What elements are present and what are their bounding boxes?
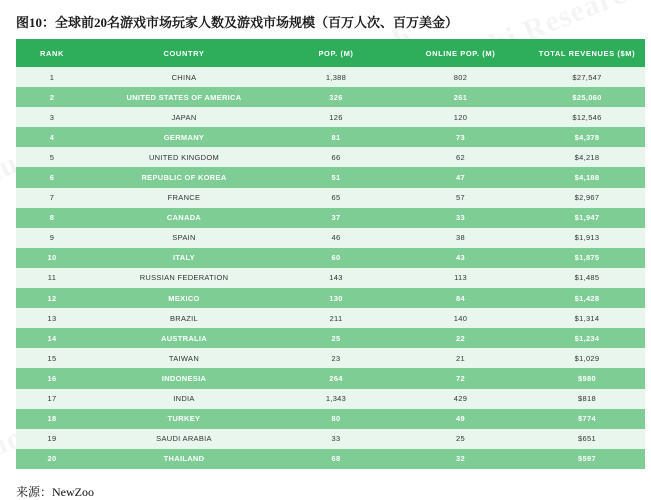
cell-pop: 81 (280, 127, 392, 147)
cell-online-pop: 73 (392, 127, 529, 147)
cell-rank: 10 (16, 248, 88, 268)
cell-pop: 1,343 (280, 389, 392, 409)
cell-revenue: $1,314 (529, 308, 645, 328)
cell-online-pop: 429 (392, 389, 529, 409)
cell-country: AUSTRALIA (88, 328, 280, 348)
cell-revenue: $25,060 (529, 87, 645, 107)
cell-rank: 18 (16, 409, 88, 429)
cell-rank: 16 (16, 368, 88, 388)
table-body (16, 67, 645, 469)
cell-online-pop: 57 (392, 188, 529, 208)
table-row (16, 67, 645, 87)
figure-label: 图10： (16, 15, 56, 30)
cell-country: CHINA (88, 67, 280, 87)
cell-country: UNITED STATES OF AMERICA (88, 87, 280, 107)
cell-online-pop: 49 (392, 409, 529, 429)
table-row (16, 328, 645, 348)
cell-pop: 65 (280, 188, 392, 208)
cell-country: ITALY (88, 248, 280, 268)
gaming-market-table (16, 39, 645, 469)
cell-revenue: $4,188 (529, 167, 645, 187)
cell-rank: 14 (16, 328, 88, 348)
cell-country: GERMANY (88, 127, 280, 147)
cell-country: FRANCE (88, 188, 280, 208)
table-row (16, 449, 645, 469)
cell-revenue: $651 (529, 429, 645, 449)
cell-revenue: $818 (529, 389, 645, 409)
cell-rank: 12 (16, 288, 88, 308)
cell-revenue: $597 (529, 449, 645, 469)
cell-revenue: $27,547 (529, 67, 645, 87)
cell-country: CANADA (88, 208, 280, 228)
cell-pop: 46 (280, 228, 392, 248)
cell-rank: 9 (16, 228, 88, 248)
cell-pop: 326 (280, 87, 392, 107)
cell-online-pop: 72 (392, 368, 529, 388)
table-row (16, 248, 645, 268)
table-row (16, 107, 645, 127)
table-row (16, 87, 645, 107)
cell-online-pop: 120 (392, 107, 529, 127)
cell-rank: 11 (16, 268, 88, 288)
cell-rank: 13 (16, 308, 88, 328)
cell-online-pop: 113 (392, 268, 529, 288)
table-row (16, 348, 645, 368)
cell-pop: 264 (280, 368, 392, 388)
column-header-total-revenues: TOTAL REVENUES ($M) (529, 39, 645, 67)
cell-rank: 5 (16, 147, 88, 167)
cell-country: INDONESIA (88, 368, 280, 388)
table-row (16, 188, 645, 208)
cell-online-pop: 22 (392, 328, 529, 348)
cell-pop: 60 (280, 248, 392, 268)
cell-pop: 130 (280, 288, 392, 308)
cell-rank: 8 (16, 208, 88, 228)
cell-rank: 6 (16, 167, 88, 187)
cell-country: INDIA (88, 389, 280, 409)
table-container (16, 39, 635, 469)
table-row (16, 127, 645, 147)
cell-pop: 51 (280, 167, 392, 187)
cell-revenue: $774 (529, 409, 645, 429)
cell-pop: 68 (280, 449, 392, 469)
column-header-rank: RANK (16, 39, 88, 67)
cell-revenue: $1,875 (529, 248, 645, 268)
cell-pop: 66 (280, 147, 392, 167)
cell-revenue: $1,234 (529, 328, 645, 348)
cell-pop: 23 (280, 348, 392, 368)
cell-online-pop: 38 (392, 228, 529, 248)
cell-revenue: $2,967 (529, 188, 645, 208)
table-header (16, 39, 645, 67)
source-label: 来源： (16, 484, 53, 499)
cell-revenue: $4,218 (529, 147, 645, 167)
cell-online-pop: 21 (392, 348, 529, 368)
cell-rank: 3 (16, 107, 88, 127)
cell-rank: 20 (16, 449, 88, 469)
cell-revenue: $1,485 (529, 268, 645, 288)
table-header-row (16, 39, 645, 67)
table-row (16, 409, 645, 429)
cell-online-pop: 33 (392, 208, 529, 228)
cell-rank: 17 (16, 389, 88, 409)
cell-pop: 211 (280, 308, 392, 328)
source-note (0, 469, 651, 500)
column-header-pop: POP. (M) (280, 39, 392, 67)
table-row (16, 389, 645, 409)
cell-country: REPUBLIC OF KOREA (88, 167, 280, 187)
cell-revenue: $980 (529, 368, 645, 388)
cell-pop: 126 (280, 107, 392, 127)
cell-country: SAUDI ARABIA (88, 429, 280, 449)
source-value: NewZoo (52, 484, 95, 499)
column-header-country: COUNTRY (88, 39, 280, 67)
cell-rank: 2 (16, 87, 88, 107)
cell-rank: 15 (16, 348, 88, 368)
cell-pop: 33 (280, 429, 392, 449)
cell-online-pop: 84 (392, 288, 529, 308)
cell-country: SPAIN (88, 228, 280, 248)
cell-country: RUSSIAN FEDERATION (88, 268, 280, 288)
table-row (16, 368, 645, 388)
cell-rank: 1 (16, 67, 88, 87)
cell-pop: 1,388 (280, 67, 392, 87)
cell-country: THAILAND (88, 449, 280, 469)
column-header-online-pop: ONLINE POP. (M) (392, 39, 529, 67)
table-row (16, 147, 645, 167)
cell-online-pop: 43 (392, 248, 529, 268)
table-row (16, 208, 645, 228)
cell-online-pop: 47 (392, 167, 529, 187)
cell-country: TAIWAN (88, 348, 280, 368)
cell-revenue: $1,029 (529, 348, 645, 368)
cell-online-pop: 802 (392, 67, 529, 87)
table-row (16, 308, 645, 328)
cell-pop: 25 (280, 328, 392, 348)
cell-pop: 143 (280, 268, 392, 288)
table-row (16, 268, 645, 288)
cell-revenue: $1,913 (529, 228, 645, 248)
cell-country: BRAZIL (88, 308, 280, 328)
cell-online-pop: 25 (392, 429, 529, 449)
table-row (16, 167, 645, 187)
cell-country: JAPAN (88, 107, 280, 127)
cell-online-pop: 32 (392, 449, 529, 469)
cell-country: MEXICO (88, 288, 280, 308)
cell-rank: 19 (16, 429, 88, 449)
cell-country: UNITED KINGDOM (88, 147, 280, 167)
cell-pop: 37 (280, 208, 392, 228)
table-row (16, 288, 645, 308)
cell-pop: 80 (280, 409, 392, 429)
cell-online-pop: 140 (392, 308, 529, 328)
cell-country: TURKEY (88, 409, 280, 429)
cell-rank: 7 (16, 188, 88, 208)
figure-caption (0, 0, 651, 39)
cell-revenue: $12,546 (529, 107, 645, 127)
cell-rank: 4 (16, 127, 88, 147)
cell-online-pop: 62 (392, 147, 529, 167)
cell-revenue: $1,428 (529, 288, 645, 308)
table-row (16, 228, 645, 248)
cell-revenue: $4,378 (529, 127, 645, 147)
cell-revenue: $1,947 (529, 208, 645, 228)
cell-online-pop: 261 (392, 87, 529, 107)
table-row (16, 429, 645, 449)
figure-title-text: 全球前20名游戏市场玩家人数及游戏市场规模（百万人次、百万美金） (55, 15, 459, 30)
